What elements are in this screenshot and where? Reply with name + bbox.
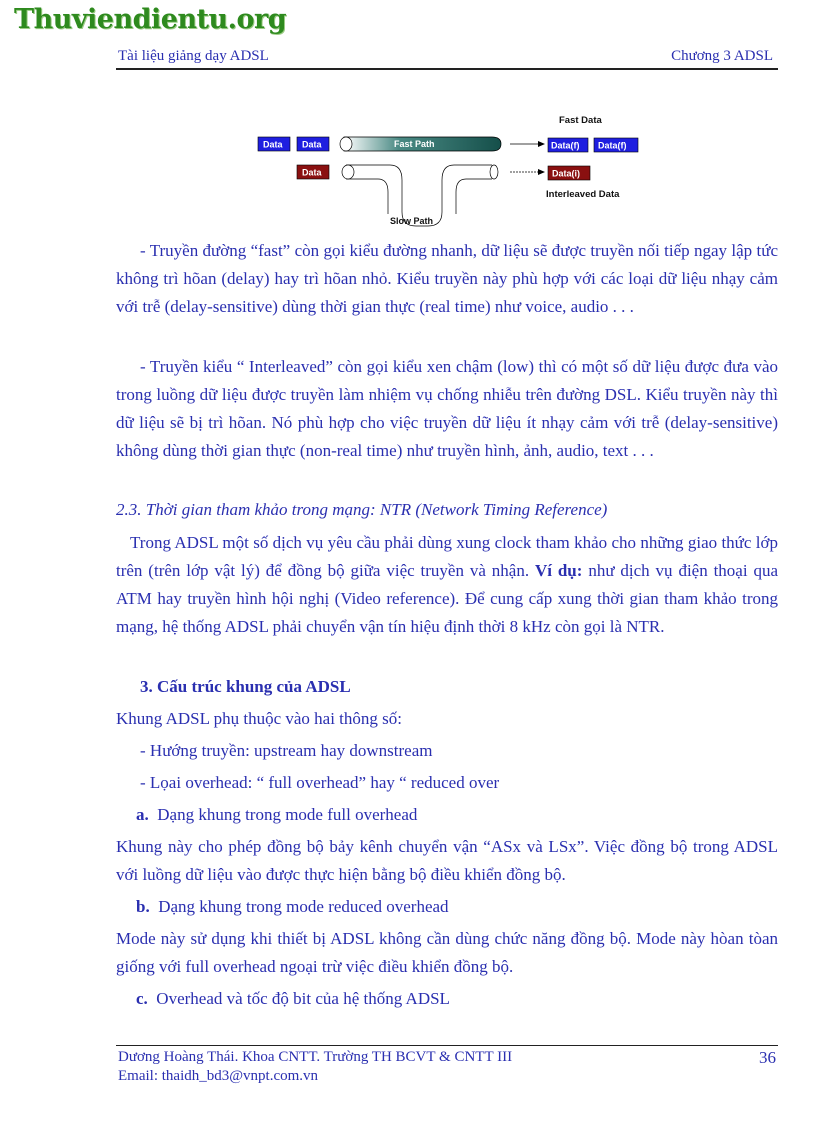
slow-path-inlet [342,165,354,179]
paragraph-full-overhead: Khung này cho phép đồng bộ bảy kênh chuyển vận “ASx và LSx”. Việc đồng bộ trong ADSL với luồng dữ liệu vào được thực hiện bằng bộ điều khiển đồng bộ. [116,837,778,884]
subheading-b-marker: b. [136,897,150,916]
paragraph-ntr-part-1: Trong ADSL một số dịch vụ yêu cầu phải dùng xung clock tham khảo cho những giao thức lớp trên (trên lớp vật lý) để đồng bộ giữa việc truyền và nhận. [116,533,778,580]
fast-data-label: Fast Data [559,115,602,126]
input-data-label-1: Data [263,139,283,150]
section-heading-3: 3. Cấu trúc khung của ADSL [140,677,351,696]
example-label: Ví dụ: [534,561,583,580]
subheading-b-text: Dạng khung trong mode reduced overhead [158,897,449,916]
header-divider [116,68,778,70]
input-data-label-3: Data [302,167,322,178]
subheading-b [136,893,798,921]
output-fast-label-1: Data(f) [551,140,580,151]
page-number: 36 [759,1048,776,1067]
interleaved-data-label: Interleaved Data [546,189,620,200]
slow-path-outlet [490,165,498,179]
footer-author-line: Dương Hoàng Thái. Khoa CNTT. Trường TH BCVT & CNTT III [118,1049,513,1065]
header-doc-title: Tài liệu giảng dạy ADSL [118,48,269,64]
fast-arrow-head [538,141,545,147]
list-item-overhead: - Lọai overhead: “ full overhead” hay “ reduced over [140,773,500,792]
paragraph-ntr-part-2: như dịch vụ điện thoại qua ATM hay truyền hình hội nghị (Video reference). Để cung cấp xung thời gian tham khảo trong mạng, hệ thống ADSL phải chuyển vận tín hiệu định thời 8 kHz còn gọi là NTR. [116,561,779,636]
paragraph-reduced-overhead: Mode này sử dụng khi thiết bị ADSL không cần dùng chức năng đồng bộ. Mode này hòan tòan giống với full overhead ngoại trừ việc điều khiển đồng bộ. [116,929,778,976]
paragraph-frame-params: Khung ADSL phụ thuộc vào hai thông số: [116,709,402,728]
slow-arrow-head [538,169,545,175]
paragraph-ntr [116,529,778,641]
subheading-c [136,985,798,1013]
footer-email[interactable]: Email: thaidh_bd3@vnpt.com.vn [118,1068,319,1084]
slow-path-label: Slow Path [390,216,434,226]
site-logo[interactable]: Thuviendientu.org [14,4,287,35]
subheading-a-text: Dạng khung trong mode full overhead [157,805,418,824]
paragraph-interleaved: - Truyền kiểu “ Interleaved” còn gọi kiểu xen chậm (low) thì có một số dữ liệu được đưa vào trong luồng dữ liệu được truyền làm nhiệm vụ chống nhiễu trên đường DSL. Kiểu truyền này thì dữ liệu sẽ bị trì hõan. Nó phù hợp cho việc truyền dữ liệu ít nhạy cảm với trễ (delay-sensitive) không dùng thời gian thực (non-real time) như truyền hình, ảnh, audio, text . . . [116,357,778,460]
header-chapter: Chương 3 ADSL [671,48,773,64]
footer-author [118,1048,512,1086]
list-item-direction: - Hướng truyền: upstream hay downstream [140,741,433,760]
footer-divider [116,1045,778,1046]
section-heading-2-3: 2.3. Thời gian tham khảo trong mạng: NTR (Network Timing Reference) [116,500,608,519]
output-interleaved-label: Data(i) [552,168,581,179]
output-fast-label-2: Data(f) [598,140,627,151]
subheading-a-marker: a. [136,805,149,824]
subheading-c-text: Overhead và tốc độ bit của hệ thống ADSL [156,989,450,1008]
input-data-label-2: Data [302,139,322,150]
fast-path-inlet [340,137,352,151]
subheading-a [136,801,798,829]
paragraph-fast-path: - Truyền đường “fast” còn gọi kiểu đường nhanh, dữ liệu sẽ được truyền nối tiếp ngay lập tức không trì hõan (delay) hay trì hõan nhỏ. Kiểu truyền này phù hợp với các loại dữ liệu nhạy cảm với trễ (delay-sensitive) dùng thời gian thực (real time) như voice, audio . . . [116,241,778,316]
subheading-c-marker: c. [136,989,148,1008]
fast-path-label: Fast Path [394,139,435,149]
fast-slow-path-diagram [256,110,656,230]
slow-path-inner [456,179,492,214]
